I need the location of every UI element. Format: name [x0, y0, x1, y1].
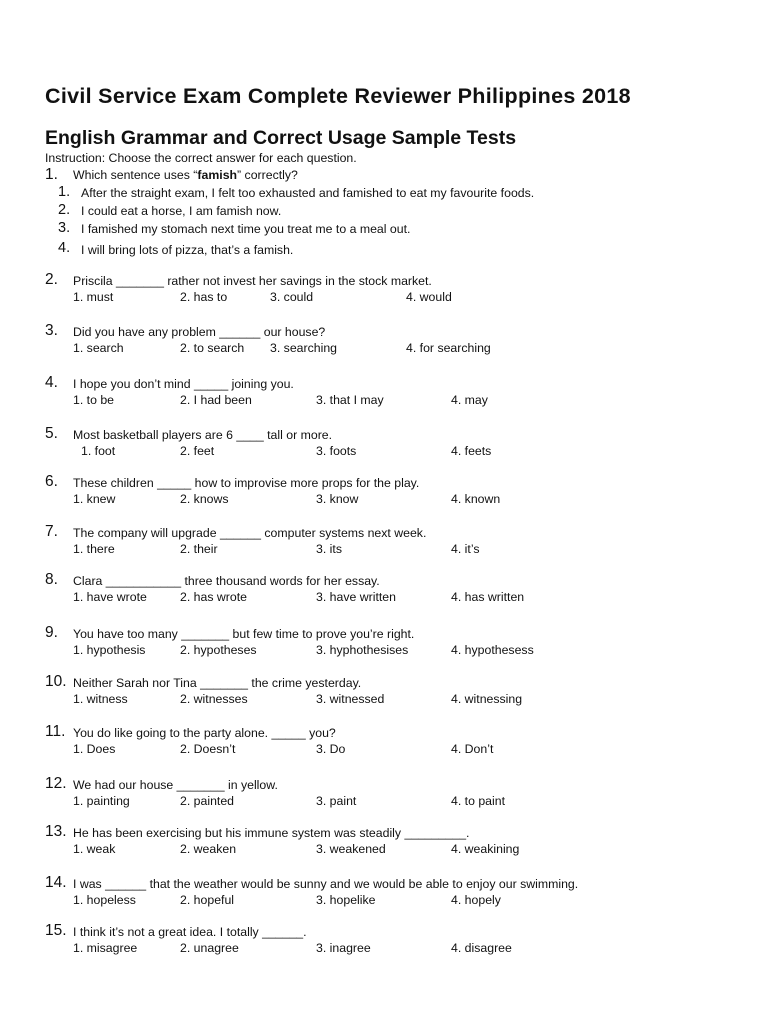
answer-option: 2. hopeful: [180, 893, 235, 907]
answer-option: 2. to search: [180, 341, 245, 355]
sub-option-text: I will bring lots of pizza, that’s a famish.: [81, 243, 294, 257]
answer-option: 4. would: [406, 290, 452, 304]
question-text: I think it’s not a great idea. I totally ______.: [73, 925, 307, 939]
answer-option: 4. feets: [451, 444, 492, 458]
question-text: These children _____ how to improvise more props for the play.: [73, 476, 420, 490]
sub-option-number: 4.: [58, 240, 71, 256]
question-number: 9.: [45, 624, 58, 641]
question-number: 2.: [45, 271, 58, 288]
question-text: I was ______ that the weather would be sunny and we would be able to enjoy our swimming.: [73, 877, 579, 891]
sub-option-number: 3.: [58, 220, 71, 236]
sub-option-text: I famished my stomach next time you treat me to a meal out.: [81, 222, 411, 236]
answer-option: 1. there: [73, 542, 115, 556]
question-text: You have too many _______ but few time to prove you’re right.: [73, 627, 415, 641]
sub-option-number: 1.: [58, 184, 71, 200]
question-number: 11.: [45, 723, 66, 740]
question-text: He has been exercising but his immune system was steadily _________.: [73, 826, 470, 840]
sub-option-text: After the straight exam, I felt too exhausted and famished to eat my favourite foods.: [81, 186, 535, 200]
answer-option: 2. Doesn’t: [180, 742, 236, 756]
answer-option: 2. their: [180, 542, 218, 556]
answer-option: 3. searching: [270, 341, 337, 355]
question-number: 6.: [45, 473, 58, 490]
answer-option: 2. painted: [180, 794, 235, 808]
answer-option: 2. weaken: [180, 842, 237, 856]
answer-option: 1. misagree: [73, 941, 138, 955]
answer-option: 3. have written: [316, 590, 396, 604]
question-number: 14.: [45, 874, 67, 891]
question-number: 8.: [45, 571, 58, 588]
answer-option: 1. must: [73, 290, 114, 304]
answer-option: 2. hypotheses: [180, 643, 257, 657]
question-text: I hope you don’t mind _____ joining you.: [73, 377, 294, 391]
answer-option: 3. that I may: [316, 393, 384, 407]
answer-option: 1. weak: [73, 842, 116, 856]
question-text: Priscila _______ rather not invest her savings in the stock market.: [73, 274, 432, 288]
answer-option: 3. witnessed: [316, 692, 385, 706]
keyword: famish: [197, 168, 238, 182]
question-number: 13.: [45, 823, 67, 840]
answer-option: 1. knew: [73, 492, 116, 506]
answer-option: 3. weakened: [316, 842, 386, 856]
answer-option: 3. paint: [316, 794, 357, 808]
question-text: Most basketball players are 6 ____ tall or more.: [73, 428, 333, 442]
answer-option: 4. may: [451, 393, 488, 407]
answer-option: 2. has to: [180, 290, 228, 304]
document-title: Civil Service Exam Complete Reviewer Philippines 2018: [45, 84, 631, 108]
instruction-text: Instruction: Choose the correct answer for each question.: [45, 151, 357, 165]
answer-option: 1. Does: [73, 742, 116, 756]
answer-option: 1. foot: [81, 444, 116, 458]
question-text: Neither Sarah nor Tina _______ the crime yesterday.: [73, 676, 362, 690]
question-text: Which sentence uses “famish” correctly?: [73, 168, 298, 182]
answer-option: 3. hyphothesises: [316, 643, 409, 657]
answer-option: 4. known: [451, 492, 501, 506]
question-number: 4.: [45, 374, 58, 391]
answer-option: 1. search: [73, 341, 124, 355]
answer-option: 4. it’s: [451, 542, 480, 556]
question-number: 1.: [45, 166, 58, 183]
question-number: 7.: [45, 523, 58, 540]
question-number: 5.: [45, 425, 58, 442]
question-text: We had our house _______ in yellow.: [73, 778, 278, 792]
sub-option-text: I could eat a horse, I am famish now.: [81, 204, 282, 218]
answer-option: 1. to be: [73, 393, 115, 407]
answer-option: 3. could: [270, 290, 314, 304]
answer-option: 4. Don’t: [451, 742, 494, 756]
answer-option: 1. witness: [73, 692, 128, 706]
question-number: 10.: [45, 673, 67, 690]
answer-option: 2. feet: [180, 444, 215, 458]
answer-option: 3. inagree: [316, 941, 371, 955]
answer-option: 4. for searching: [406, 341, 491, 355]
answer-option: 2. unagree: [180, 941, 239, 955]
sub-option-number: 2.: [58, 202, 71, 218]
document-subtitle: English Grammar and Correct Usage Sample Tests: [45, 127, 517, 149]
answer-option: 4. disagree: [451, 941, 512, 955]
answer-option: 2. knows: [180, 492, 229, 506]
answer-option: 1. painting: [73, 794, 130, 808]
answer-option: 4. hypothesess: [451, 643, 534, 657]
answer-option: 1. hopeless: [73, 893, 136, 907]
question-text: Did you have any problem ______ our house?: [73, 325, 326, 339]
question-number: 15.: [45, 922, 67, 939]
answer-option: 1. hypothesis: [73, 643, 146, 657]
answer-option: 3. hopelike: [316, 893, 376, 907]
question-text: The company will upgrade ______ computer systems next week.: [73, 526, 427, 540]
answer-option: 2. I had been: [180, 393, 252, 407]
answer-option: 4. to paint: [451, 794, 506, 808]
answer-option: 3. know: [316, 492, 359, 506]
question-number: 12.: [45, 775, 67, 792]
answer-option: 4. witnessing: [451, 692, 523, 706]
answer-option: 4. weakining: [451, 842, 520, 856]
answer-option: 3. its: [316, 542, 342, 556]
answer-option: 4. hopely: [451, 893, 501, 907]
answer-option: 1. have wrote: [73, 590, 147, 604]
answer-option: 3. Do: [316, 742, 346, 756]
question-text: You do like going to the party alone. _____ you?: [73, 726, 336, 740]
answer-option: 2. has wrote: [180, 590, 247, 604]
answer-option: 3. foots: [316, 444, 357, 458]
question-number: 3.: [45, 322, 58, 339]
answer-option: 4. has written: [451, 590, 525, 604]
question-text: Clara ___________ three thousand words for her essay.: [73, 574, 380, 588]
answer-option: 2. witnesses: [180, 692, 248, 706]
